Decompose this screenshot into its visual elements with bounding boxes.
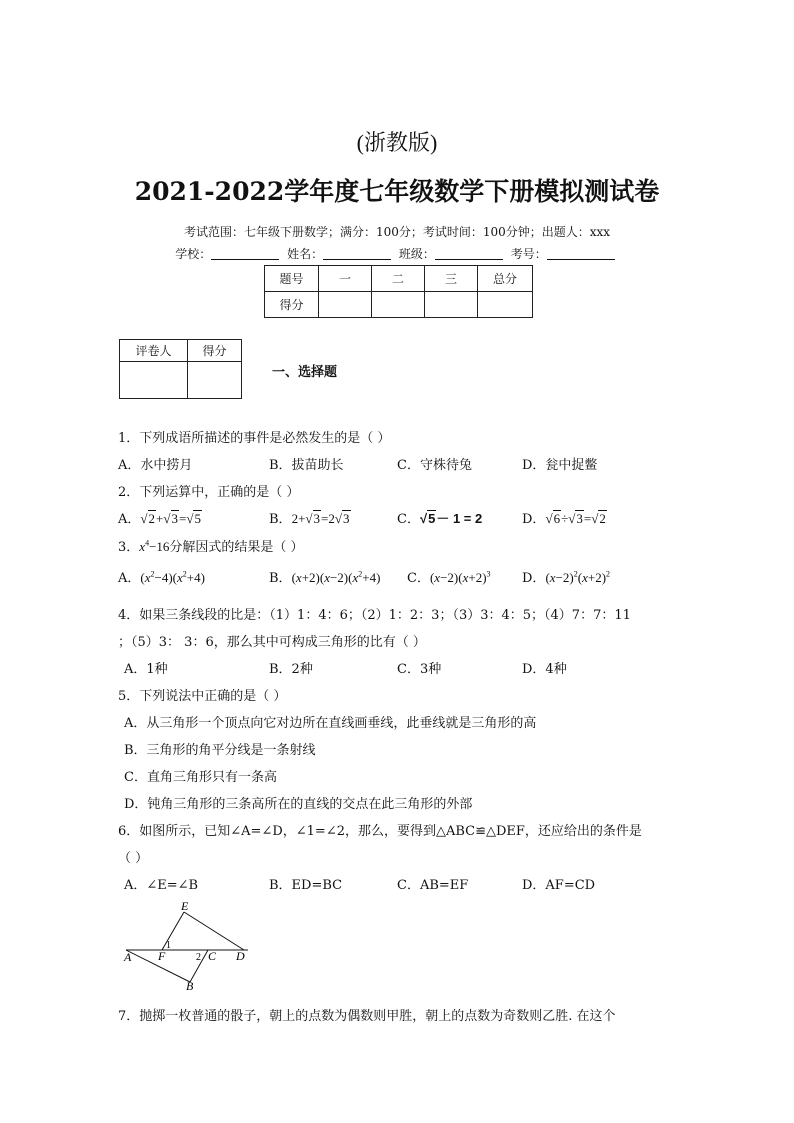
score-header-cell: 题号 [265, 266, 319, 292]
q3-d-label: D． [522, 571, 546, 586]
section-heading: 一、选择题 [272, 365, 338, 380]
q1-option-c[interactable]: C．守株待兔 [397, 458, 472, 473]
score-table [264, 265, 533, 318]
q6-option-a[interactable]: A．∠E=∠B [124, 878, 199, 893]
q2-option-b[interactable]: B．2+√3=2√3 [269, 511, 350, 527]
score-cell[interactable] [372, 292, 425, 318]
number-label: 考号： [510, 247, 547, 261]
question-5-stem: 5．下列说法中正确的是（ ） [118, 689, 287, 704]
question-2-stem: 2．下列运算中，正确的是（ ） [118, 485, 300, 500]
question-7-stem: 7．抛掷一枚普通的骰子，朝上的点数为偶数则甲胜，朝上的点数为奇数则乙胜. 在这个 [118, 1009, 616, 1024]
q2-c-label: C． [397, 512, 420, 527]
q5-option-a[interactable]: A．从三角形一个顶点向它对边所在直线画垂线，此垂线就是三角形的高 [124, 716, 537, 731]
q3-option-a[interactable]: A．$(x^2-4)(x^2+4)$ [118, 569, 205, 586]
question-4-stem-line2: ；（5）3： 3：6，那么其中可构成三角形的比有（ ） [118, 635, 426, 650]
q2-option-a[interactable]: A．√2+√3=√5 [118, 511, 201, 527]
score-row-label: 得分 [265, 292, 319, 318]
edition-label: (浙教版) [356, 130, 438, 155]
q5-option-c[interactable]: C．直角三角形只有一条高 [124, 770, 277, 785]
q2-option-d[interactable]: D．√6÷√3=√2 [522, 511, 606, 527]
name-label: 姓名： [287, 247, 324, 261]
question-1-stem: 1．下列成语所描述的事件是必然发生的是（ ） [118, 431, 391, 446]
q2-d-label: D． [522, 512, 546, 527]
class-blank[interactable] [435, 247, 503, 260]
q6-option-d[interactable]: D．AF=CD [522, 878, 596, 893]
figure-label: D [236, 949, 245, 963]
exam-info: 考试范围：七年级下册数学；满分：100分；考试时间：100分钟；出题人：xxx [183, 225, 611, 239]
score-cell[interactable] [425, 292, 478, 318]
q3-stem-text: 分解因式的结果是（ ） [169, 540, 304, 555]
q4-option-c[interactable]: C．3种 [397, 662, 442, 677]
q3-a-label: A． [118, 571, 141, 586]
q1-option-a[interactable]: A．水中捞月 [118, 458, 193, 473]
q6-option-c[interactable]: C．AB=EF [397, 878, 469, 893]
figure-label: E [181, 899, 189, 913]
grader-header-cell: 得分 [188, 340, 242, 362]
q1-option-b[interactable]: B．拔苗助长 [269, 458, 344, 473]
figure-label: C [208, 949, 217, 963]
q3-option-b[interactable]: B．$(x+2)(x-2)(x^2+4)$ [269, 569, 381, 586]
figure-label: 2 [196, 952, 201, 963]
school-label: 学校： [175, 247, 212, 261]
number-blank[interactable] [547, 247, 615, 260]
score-header-cell: 一 [319, 266, 372, 292]
q5-option-b[interactable]: B．三角形的角平分线是一条射线 [124, 743, 316, 758]
q1-option-d[interactable]: D．瓮中捉鳖 [522, 458, 598, 473]
student-info-line [0, 245, 794, 262]
school-blank[interactable] [211, 247, 279, 260]
q3-c-label: C． [407, 571, 430, 586]
score-header-cell: 总分 [478, 266, 533, 292]
class-label: 班级： [398, 247, 435, 261]
question-6-stem-line2: （ ） [118, 851, 149, 866]
grader-header-cell: 评卷人 [120, 340, 188, 362]
name-blank[interactable] [323, 247, 391, 260]
score-cell[interactable] [478, 292, 533, 318]
grader-cell[interactable] [188, 362, 242, 399]
figure-label: 1 [166, 940, 171, 951]
figure-line-ed [184, 912, 244, 950]
score-header-cell: 三 [425, 266, 478, 292]
q2-b-label: B． [269, 512, 292, 527]
q4-option-a[interactable]: A．1种 [124, 662, 168, 677]
score-header-cell: 二 [372, 266, 425, 292]
exam-title: 2021-2022学年度七年级数学下册模拟测试卷 [134, 177, 660, 206]
q3-option-c[interactable]: C．$(x-2)(x+2)^3$ [407, 569, 491, 586]
q5-option-d[interactable]: D．钝角三角形的三条高所在的直线的交点在此三角形的外部 [124, 797, 473, 812]
figure-label: A [124, 950, 132, 964]
question-6-stem-line1: 6．如图所示，已知∠A=∠D，∠1=∠2，那么，要得到△ABC≌△DEF，还应给出的条件是 [118, 824, 642, 839]
q6-triangle-figure [118, 898, 258, 994]
question-4-stem-line1: 4．如果三条线段的比是：（1）1：4：6；（2）1：2：3；（3）3：4：5；（4）7：7：11 [118, 608, 631, 623]
grader-table [119, 339, 242, 399]
score-cell[interactable] [319, 292, 372, 318]
question-3-stem: 3．$x^4-16$分解因式的结果是（ ） [118, 538, 304, 555]
q6-option-b[interactable]: B．ED=BC [269, 878, 343, 893]
q3-number: 3． [118, 540, 140, 555]
q4-option-b[interactable]: B．2种 [269, 662, 313, 677]
grader-cell[interactable] [120, 362, 188, 399]
q3-option-d[interactable]: D．$(x-2)^2(x+2)^2$ [522, 569, 611, 586]
q3-b-label: B． [269, 571, 292, 586]
q4-option-d[interactable]: D．4种 [522, 662, 567, 677]
q2-option-c[interactable]: C．√5－ 1 = 2 [397, 511, 483, 527]
q2-a-label: A． [118, 512, 141, 527]
figure-label: F [158, 949, 166, 963]
figure-label: B [186, 979, 194, 993]
